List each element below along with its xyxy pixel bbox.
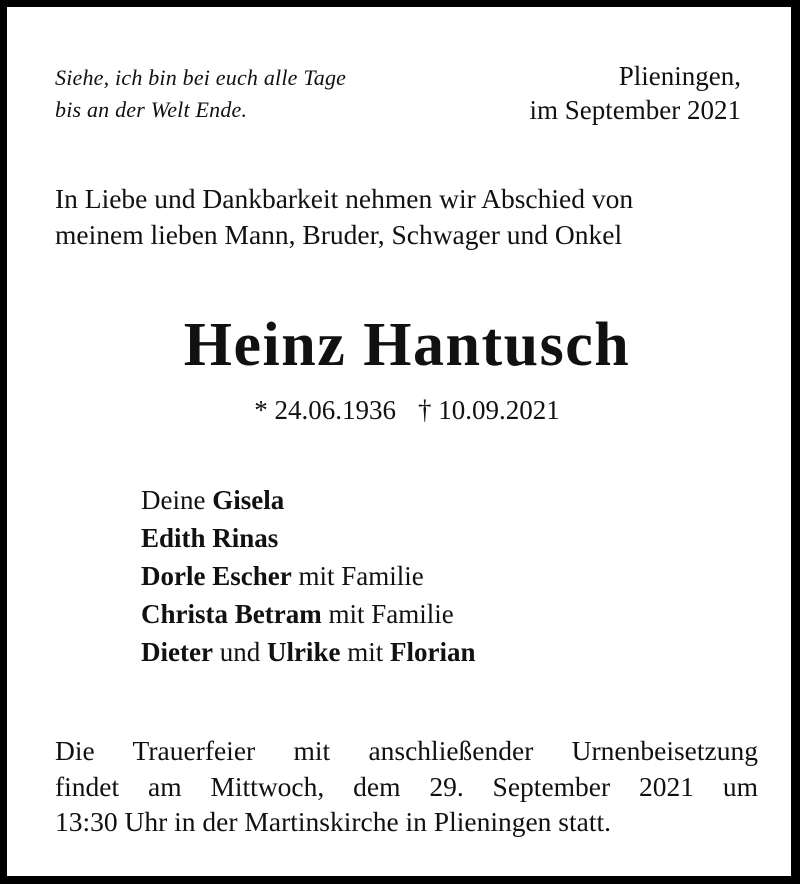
service-line-1: Die Trauerfeier mit anschließender Urnenbeisetzung	[55, 735, 758, 766]
birth-star-icon: *	[254, 395, 268, 425]
intro-line-1: In Liebe und Dankbarkeit nehmen wir Abschied von	[55, 183, 634, 214]
mourner-connector: und	[212, 637, 267, 667]
mourner-connector: mit Familie	[321, 599, 454, 629]
quote-line-2: bis an der Welt Ende.	[55, 97, 248, 122]
place-line: Plieningen,	[618, 61, 741, 91]
mourner-line	[141, 595, 475, 633]
death-date: 10.09.2021	[438, 395, 560, 425]
place-and-date	[530, 59, 741, 127]
service-paragraph	[55, 733, 758, 840]
life-dates	[7, 393, 800, 427]
service-line-2: findet am Mittwoch, dem 29. September 2021 um	[55, 770, 758, 802]
deceased-name: Heinz Hantusch	[183, 311, 631, 379]
mourner-connector: mit Familie	[291, 561, 424, 591]
mourner-line	[141, 633, 475, 671]
bible-quote	[55, 62, 346, 126]
mourner-line	[141, 519, 475, 557]
mourner-line	[141, 481, 475, 519]
date-line: im September 2021	[529, 95, 741, 125]
mourner-name: Christa Betram	[141, 599, 322, 629]
mourner-name: Gisela	[212, 485, 285, 515]
mourner-name: Dorle Escher	[141, 561, 292, 591]
quote-line-1: Siehe, ich bin bei euch alle Tage	[55, 65, 347, 90]
mourners-list	[141, 481, 475, 671]
mourner-connector: Deine	[141, 485, 213, 515]
mourner-name: Edith Rinas	[141, 523, 279, 553]
mourner-name: Ulrike	[266, 637, 341, 667]
intro-paragraph	[55, 181, 760, 253]
intro-line-2: meinem lieben Mann, Bruder, Schwager und Onkel	[55, 219, 623, 250]
service-line-3: 13:30 Uhr in der Martinskirche in Plieningen statt.	[55, 806, 612, 837]
mourner-line	[141, 557, 475, 595]
mourner-name: Dieter	[141, 637, 213, 667]
death-cross-icon: †	[418, 395, 432, 425]
mourner-connector: mit	[340, 637, 390, 667]
birth-date: 24.06.1936	[274, 395, 396, 425]
mourner-name: Florian	[389, 637, 476, 667]
